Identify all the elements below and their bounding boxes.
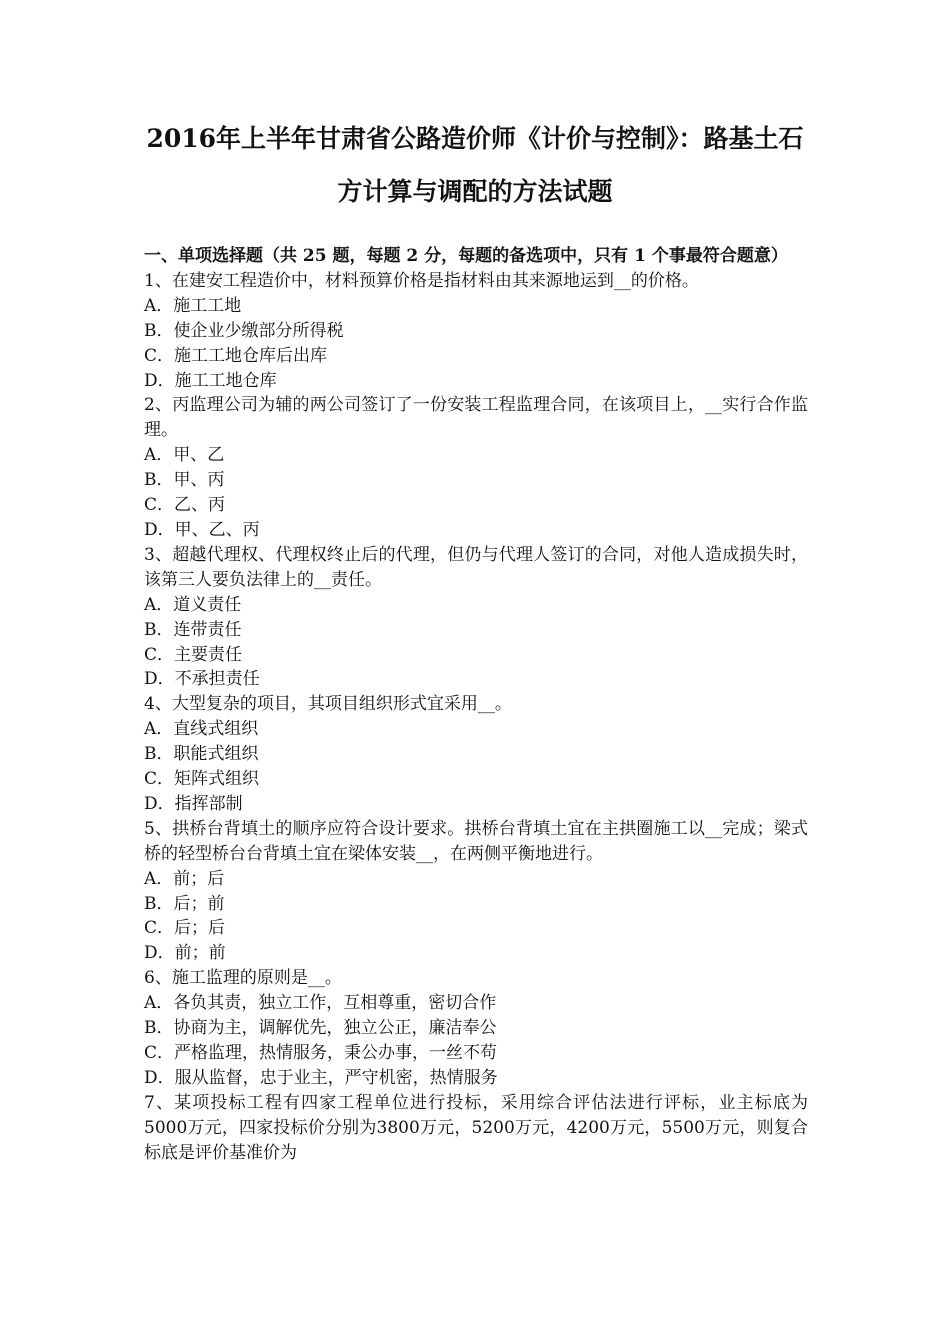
option-a: A．各负其责，独立工作，互相尊重，密切合作	[144, 993, 497, 1014]
question-stem: 5、拱桥台背填土的顺序应符合设计要求。拱桥台背填土宜在主拱圈施工以__完成；梁式桥的轻型桥台台背填土宜在梁体安装__，在两侧平衡地进行。	[144, 818, 808, 864]
option-d: D．服从监督，忠于业主，严守机密，热情服务	[144, 1067, 498, 1088]
question-stem: 4、大型复杂的项目，其项目组织形式宜采用__。	[144, 694, 512, 715]
option-c: C．乙、丙	[144, 495, 226, 516]
question-7	[144, 1091, 808, 1166]
option-d: D．不承担责任	[144, 669, 260, 690]
question-stem: 7、某项投标工程有四家工程单位进行投标，采用综合评估法进行评标，业主标底为5000万元，四家投标价分别为3800万元，5200万元，4200万元，5500万元，则复合标底是评价基准价为	[144, 1092, 808, 1163]
option-a: A．道义责任	[144, 594, 242, 615]
title-line-2: 方计算与调配的方法试题	[337, 177, 613, 206]
option-d: D．前；前	[144, 943, 226, 964]
option-c: C．严格监理，热情服务，秉公办事，一丝不苟	[144, 1043, 498, 1063]
question-3	[144, 543, 808, 692]
document-body	[144, 244, 808, 1166]
question-4	[144, 692, 808, 817]
option-b: B．后；前	[144, 893, 225, 914]
option-c: C．后；后	[144, 918, 226, 939]
option-c: C．矩阵式组织	[144, 769, 260, 790]
option-d: D．指挥部制	[144, 793, 243, 814]
option-a: A．施工工地	[144, 295, 242, 316]
question-2	[144, 393, 808, 542]
option-b: B．使企业少缴部分所得税	[144, 320, 344, 341]
question-stem: 6、施工监理的原则是__。	[144, 968, 342, 989]
document-title	[120, 112, 830, 218]
option-b: B．协商为主，调解优先，独立公正，廉洁奉公	[144, 1018, 497, 1039]
question-stem: 2、丙监理公司为辅的两公司签订了一份安装工程监理合同，在该项目上，__实行合作监理。	[144, 395, 808, 441]
question-stem: 3、超越代理权、代理权终止后的代理，但仍与代理人签订的合同，对他人造成损失时，该第三人要负法律上的__责任。	[144, 544, 808, 590]
question-stem: 1、在建安工程造价中，材料预算价格是指材料由其来源地运到__的价格。	[144, 270, 699, 291]
title-line-1: 2016年上半年甘肃省公路造价师《计价与控制》：路基土石	[146, 124, 804, 153]
option-d: D．甲、乙、丙	[144, 519, 260, 540]
question-6	[144, 966, 808, 1091]
question-5	[144, 817, 808, 966]
option-a: A．前；后	[144, 868, 225, 889]
option-b: B．连带责任	[144, 619, 242, 640]
option-b: B．职能式组织	[144, 744, 259, 765]
option-c: C．主要责任	[144, 644, 243, 665]
section-header: 一、单项选择题（共 25 题，每题 2 分，每题的备选项中，只有 1 个事最符合题意）	[144, 246, 788, 266]
option-b: B．甲、丙	[144, 470, 225, 491]
option-d: D．施工工地仓库	[144, 370, 277, 391]
option-c: C．施工工地仓库后出库	[144, 345, 328, 366]
option-a: A．甲、乙	[144, 445, 225, 466]
option-a: A．直线式组织	[144, 719, 259, 740]
question-1	[144, 269, 808, 394]
